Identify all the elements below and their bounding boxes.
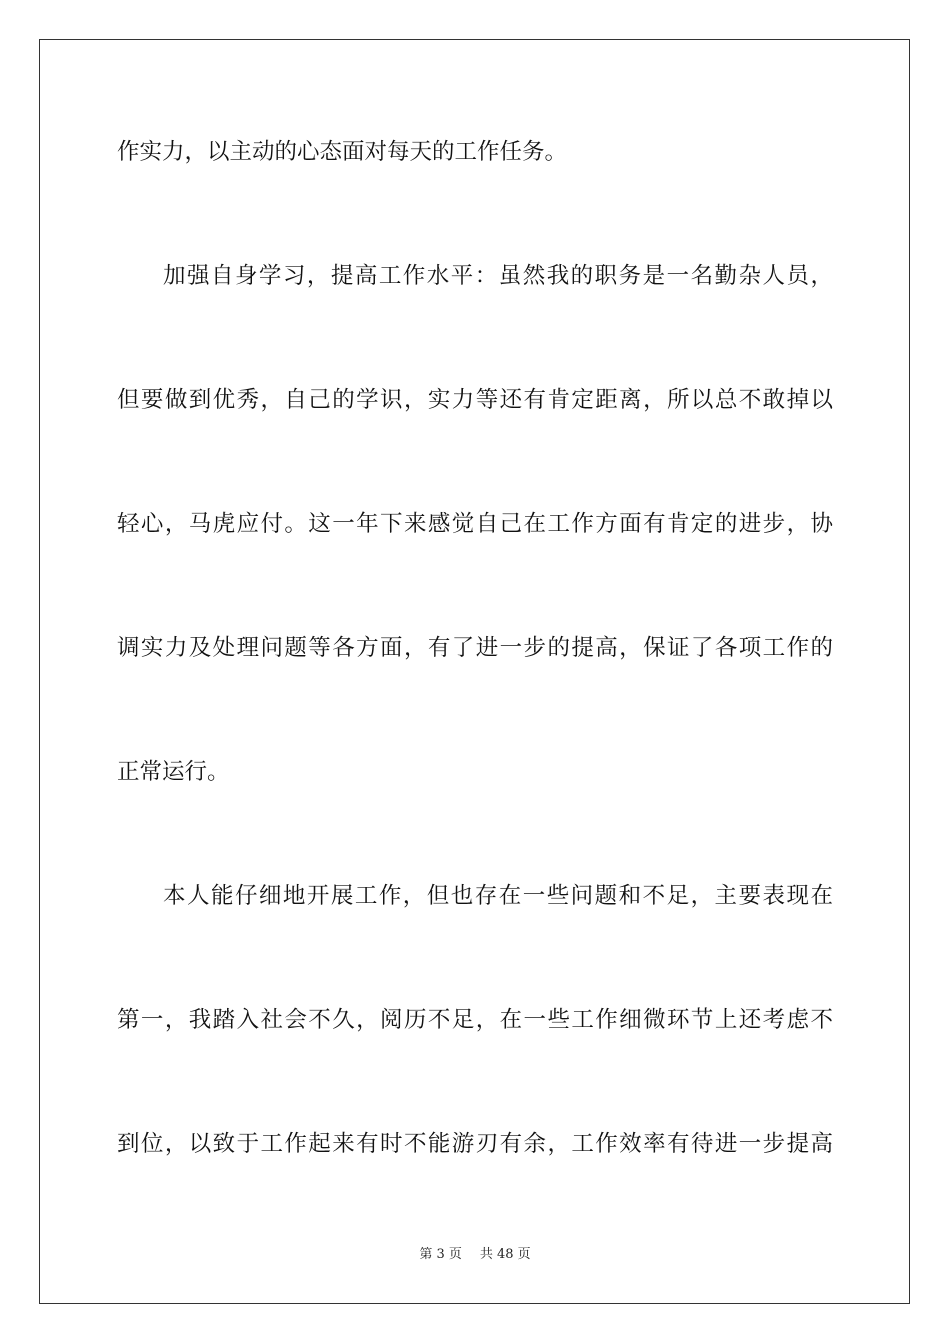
- paragraph-line: 轻心，马虎应付。这一年下来感觉自己在工作方面有肯定的进步，协: [117, 511, 833, 537]
- paragraph-line: 加强自身学习，提高工作水平：虽然我的职务是一名勤杂人员，: [163, 263, 833, 289]
- page-border: [39, 39, 910, 1304]
- page-number: 第 3 页: [419, 1247, 462, 1262]
- paragraph-line: 正常运行。: [117, 759, 230, 785]
- paragraph-line: 但要做到优秀，自己的学识，实力等还有肯定距离，所以总不敢掉以: [117, 387, 833, 413]
- paragraph-line: 第一，我踏入社会不久，阅历不足，在一些工作细微环节上还考虑不: [117, 1007, 833, 1033]
- paragraph-line: 本人能仔细地开展工作，但也存在一些问题和不足，主要表现在: [163, 883, 833, 909]
- page-footer: [0, 1246, 950, 1264]
- paragraph-line: 到位，以致于工作起来有时不能游刃有余，工作效率有待进一步提高: [117, 1131, 833, 1157]
- total-pages: 共 48 页: [479, 1247, 531, 1262]
- paragraph-line: 调实力及处理问题等各方面，有了进一步的提高，保证了各项工作的: [117, 635, 833, 661]
- paragraph-line: 作实力，以主动的心态面对每天的工作任务。: [117, 139, 568, 165]
